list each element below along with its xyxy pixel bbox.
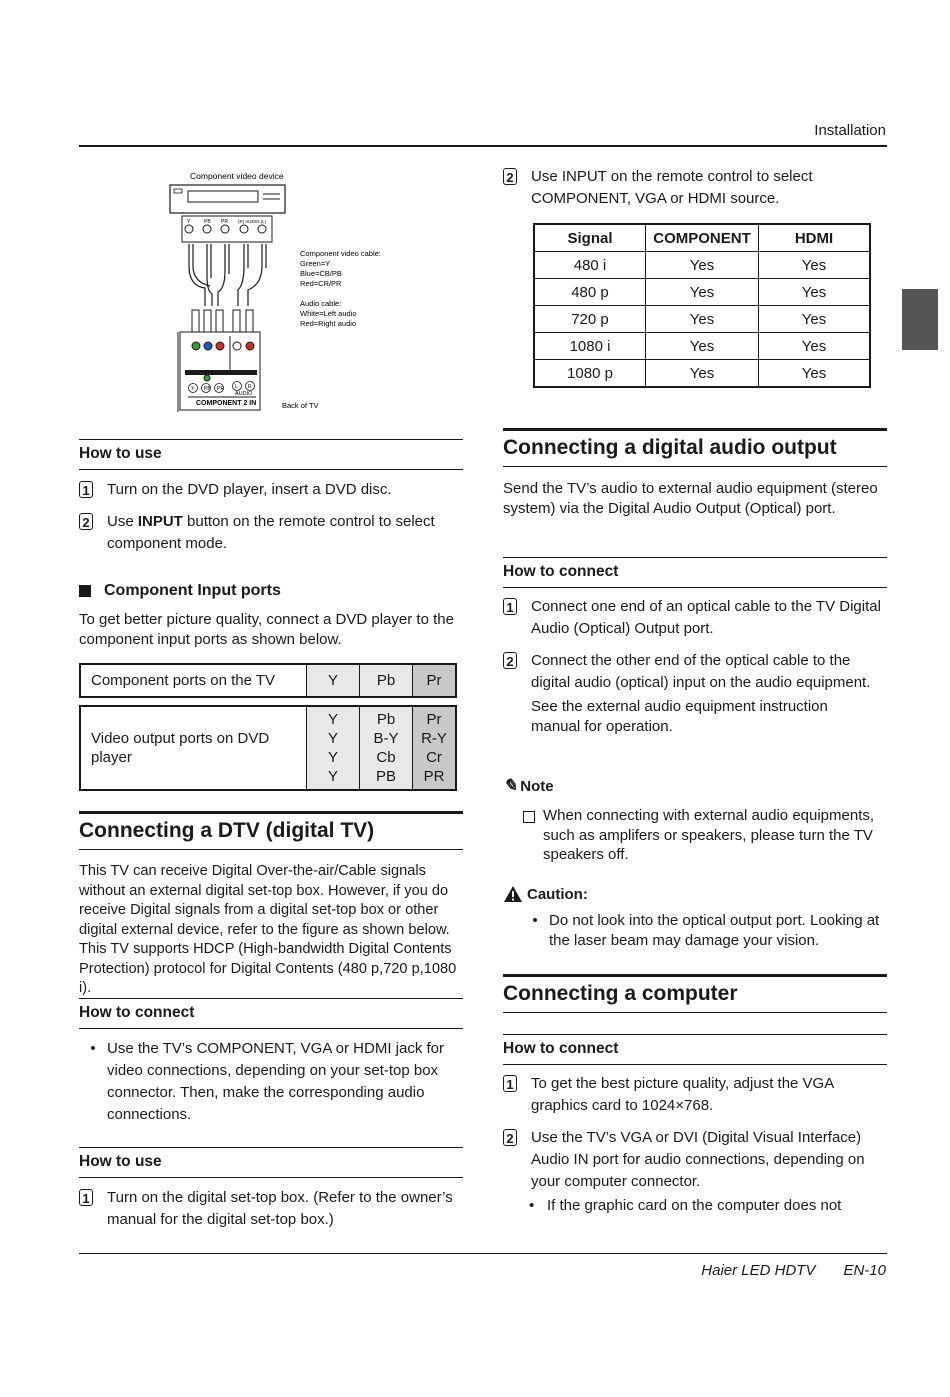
computer-step-1	[503, 1073, 883, 1117]
step-number: 2	[503, 652, 517, 669]
audio-connect-heading: How to connect	[503, 557, 887, 588]
table-row: 720 p Yes Yes	[534, 306, 870, 333]
audio-extra-text: See the external audio equipment instruction manual for operation.	[531, 698, 828, 735]
page-section-header: Installation	[814, 122, 886, 139]
dvd-col-pr: Pr R-Y Cr PR	[413, 706, 457, 790]
step-1	[79, 479, 463, 501]
tv-ports-table: Component ports on the TV Y Pb Pr	[79, 663, 457, 698]
table-row: 480 p Yes Yes	[534, 279, 870, 306]
computer-bullet: • If the graphic card on the computer does not	[529, 1195, 887, 1217]
table-row: 1080 p Yes Yes	[534, 360, 870, 388]
computer-step-2	[503, 1127, 893, 1193]
footer-rule	[79, 1253, 887, 1254]
page-number: EN-10	[843, 1262, 886, 1279]
connect-bullet: • Use the TV’s COMPONENT, VGA or HDMI jack for video connections, depending on your set-top box connector. Then, make the corresponding audio connections.	[79, 1038, 463, 1126]
back-of-tv-label: Back of TV	[282, 401, 319, 410]
pencil-icon: ✎	[503, 776, 518, 795]
cable-line-2: Blue=CB/PB	[300, 269, 342, 278]
device-port-y: Y	[187, 219, 191, 225]
table-row: 1080 i Yes Yes	[534, 333, 870, 360]
caution-heading: Caution:	[503, 885, 588, 903]
footer-product: Haier LED HDTV	[701, 1262, 816, 1279]
device-label: Component video device	[190, 171, 284, 181]
step-1-settop	[79, 1187, 463, 1231]
header-rule	[79, 145, 887, 147]
step-number: 1	[79, 1189, 93, 1206]
table-row: 480 i Yes Yes	[534, 252, 870, 279]
dtv-text: This TV can receive Digital Over-the-air/Cable signals without an external digital set-top box. However, if you do receive Digital signals from a digital set-top box or other digital external device, refer to the figure as shown below. This TV supports HDCP (High-bandwidth Digital Contents Protection) protocol for Digital Contents (480 p,720 p,1080 i).	[79, 863, 457, 996]
device-port-audio: (R) AUDIO (L)	[238, 219, 267, 224]
computer-heading: Connecting a computer	[503, 974, 887, 1013]
step-text: Use INPUT button on the remote control to select component mode.	[107, 513, 435, 552]
step-text: Use the TV’s VGA or DVI (Digital Visual Interface) Audio IN port for audio connections, depending on your computer connector.	[531, 1129, 865, 1190]
computer-connect-heading: How to connect	[503, 1034, 887, 1065]
step-text: Connect the other end of the optical cable to the digital audio (optical) input on the audio equipment.	[531, 652, 871, 691]
how-to-use-heading-2: How to use	[79, 1147, 463, 1178]
step-number: 1	[503, 1075, 517, 1092]
chapter-tab	[902, 289, 938, 350]
audio-line-2: Red=Right audio	[300, 319, 357, 328]
step-text: To get the best picture quality, adjust the VGA graphics card to 1024×768.	[531, 1075, 834, 1114]
warning-icon	[503, 885, 523, 903]
step-text: Connect one end of an optical cable to the TV Digital Audio (Optical) Output port.	[531, 598, 881, 637]
step-number: 2	[503, 168, 517, 185]
cable-label-title: Component video cable:	[300, 249, 381, 258]
digital-audio-text: Send the TV’s audio to external audio equipment (stereo system) via the Digital Audio Output (Optical) port.	[503, 480, 878, 517]
step-text: Turn on the DVD player, insert a DVD disc.	[107, 481, 392, 498]
tv-port-l: L	[235, 384, 238, 390]
component-connection-diagram	[160, 166, 480, 416]
step-number: 1	[503, 598, 517, 615]
step-2-input	[503, 166, 887, 210]
digital-audio-heading: Connecting a digital audio output	[503, 428, 887, 467]
tv-port-pr: PR	[217, 386, 224, 392]
note-heading: ✎ Note	[503, 776, 554, 795]
device-port-pr: PR	[221, 219, 228, 225]
page-footer	[701, 1262, 886, 1279]
audio-line-1: White=Left audio	[300, 309, 357, 318]
step-2	[79, 511, 463, 555]
tv-audio-label: AUDIO	[235, 391, 253, 397]
bullet-dot-icon: •	[90, 1040, 96, 1057]
dvd-col-y: Y Y Y Y	[307, 706, 360, 790]
bullet-dot-icon: •	[532, 912, 538, 929]
bullet-dot-icon: •	[529, 1197, 535, 1214]
device-port-pb: PB	[204, 219, 211, 225]
audio-label-title: Audio cable:	[300, 299, 342, 308]
checkbox-bullet-icon	[523, 811, 535, 823]
component-ports-text: To get better picture quality, connect a DVD player to the component input ports as shown below.	[79, 611, 454, 648]
dtv-heading: Connecting a DTV (digital TV)	[79, 811, 463, 850]
audio-step-1	[503, 596, 893, 640]
signal-table: Signal COMPONENT HDMI 480 i Yes Yes 480 p Yes Yes 720 p Yes Yes 1080 i Yes Yes 1080 p Yes Yes	[533, 223, 871, 388]
square-bullet-icon	[79, 585, 91, 597]
step-number: 1	[79, 481, 93, 498]
how-to-use-heading: How to use	[79, 439, 463, 470]
cable-line-3: Red=CR/PR	[300, 279, 342, 288]
dvd-ports-table	[79, 705, 457, 791]
cable-line-1: Green=Y	[300, 259, 331, 268]
step-number: 2	[503, 1129, 517, 1146]
audio-step-2	[503, 650, 893, 694]
dvd-ports-label: Video output ports on DVD player	[80, 706, 307, 790]
tv-port-pb: PB	[204, 386, 211, 392]
caution-item: • Do not look into the optical output port. Looking at the laser beam may damage your vision.	[521, 911, 887, 950]
step-text: Use INPUT on the remote control to select COMPONENT, VGA or HDMI source.	[531, 168, 813, 207]
tv-ports-label: Component ports on the TV	[80, 664, 307, 697]
how-to-connect-heading: How to connect	[79, 998, 463, 1029]
component-ports-heading: Component Input ports	[79, 582, 463, 600]
step-text: Turn on the digital set-top box. (Refer to the owner’s manual for the digital set-top box.)	[107, 1189, 453, 1228]
component-in-label: COMPONENT 2 IN	[196, 400, 257, 407]
tv-port-r: R	[248, 384, 252, 390]
note-item: When connecting with external audio equipments, such as amplifers or speakers, please turn the TV speakers off.	[523, 806, 888, 865]
tv-port-y: Y	[191, 386, 195, 392]
dvd-col-pb: Pb B-Y Cb PB	[360, 706, 413, 790]
step-number: 2	[79, 513, 93, 530]
